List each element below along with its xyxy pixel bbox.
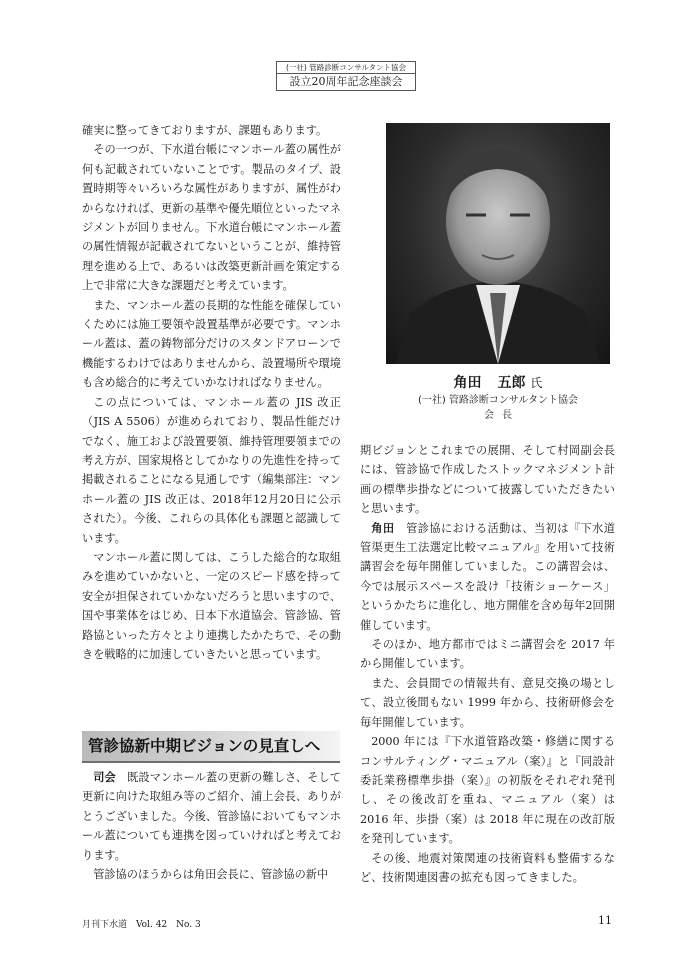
- right-column-text: [360, 441, 615, 887]
- speaker-label: 角田: [371, 521, 395, 535]
- paragraph: 確実に整ってきておりますが、課題もあります。: [82, 124, 328, 137]
- paragraph: その一つが、下水道台帳にマンホール蓋の属性が何も記載されていないことです。製品のタイプ、設置時期等々いろいろな属性がありますが、属性がわからなければ、更新の基準や優先順位といったマネジメントが回りません。下水道台帳にマンホール蓋の属性情報が記載されてないということが、維持管理を進める上で、あるいは改築更新計画を策定する上で非常に大きな課題だと考えています。: [82, 143, 341, 293]
- paragraph-text: 既設マンホール蓋の更新の難しさ、そして更新に向けた取組み等のご紹介、浦上会長、ありがとうございました。今後、管診協においてもマンホール蓋についても連携を図っていければと考えております。: [82, 771, 341, 862]
- journal-footer: 月刊下水道 Vol. 42 No. 3: [82, 920, 201, 930]
- paragraph: また、マンホール蓋の長期的な性能を確保していくためには施工要領や設置基準が必要です。マンホール蓋は、蓋の鋳物部分だけのスタンドアローンで機能するわけではありませんから、設置場所や環境も含め総合的に考えていかなければなりません。: [82, 298, 341, 390]
- left-column-bottom-text: [82, 768, 341, 884]
- paragraph: [82, 768, 341, 865]
- paragraph: その後、地震対策関連の技術資料も整備するなど、技術関連図書の拡充も図ってきました。: [360, 851, 615, 884]
- page-header: [276, 61, 416, 91]
- honorific: 氏: [530, 376, 543, 390]
- portrait-role: 会長: [484, 410, 520, 421]
- portrait-illustration: [386, 123, 610, 364]
- header-title: 設立20周年記念座談会: [289, 75, 403, 88]
- section-heading: 管診協新中期ビジョンの見直しへ: [82, 731, 340, 763]
- paragraph: 期ビジョンとこれまでの展開、そして村岡副会長には、管診協で作成したストックマネジメント計画の標準歩掛などについて披露していただきたいと思います。: [360, 444, 615, 516]
- paragraph: [360, 519, 615, 635]
- portrait-org: (一社) 管路診断コンサルタント協会: [417, 395, 579, 406]
- surname: 角田: [453, 375, 482, 391]
- speaker-label: 司会: [93, 771, 116, 784]
- paragraph: この点については、マンホール蓋の JIS 改正（JIS A 5506）が進められており、製品性能だけでなく、施工および設置要領、維持管理要領までの考え方が、国家規格としてかなりの先進性を持って掲載されることになる見通しです（編集部注：マンホール蓋の JIS 改正は、2018年12月20日に公示された）。今後、これらの具体化も課題と認識しています。: [82, 395, 341, 545]
- paragraph: マンホール蓋に関しては、こうした総合的な取組みを進めていかないと、一定のスピード感を持って安全が担保されていかないだろうと思いますので、国や事業体をはじめ、日本下水道協会、管診協、管路協といった方々とより連携したかたちで、その動きを戦略的に加速していきたいと思っています。: [82, 550, 341, 661]
- paragraph: そのほか、地方都市ではミニ講習会を 2017 年から開催しています。: [360, 638, 615, 671]
- paragraph: 管診協のほうからは角田会長に、管診協の新中: [93, 868, 329, 882]
- paragraph: また、会員間での情報共有、意見交換の場として、設立後間もない 1999 年から、技術研修会を毎年開催しています。: [360, 676, 615, 729]
- page-number: 11: [598, 914, 612, 927]
- portrait-photo: [386, 123, 610, 364]
- header-org: (一社) 管路診断コンサルタント協会: [277, 62, 415, 74]
- left-column-text: [82, 121, 341, 664]
- paragraph: 2000 年には『下水道管路改築・修繕に関するコンサルティング・マニュアル（案）』と『同設計委託業務標準歩掛（案）』の初版をそれぞれ発刊し、その後改訂を重ね、マニュアル（案）は 2016 年、歩掛（案）は 2018 年に現在の改訂版を発刊しています。: [360, 735, 615, 846]
- paragraph-text: 管診協における活動は、当初は『下水道管渠更生工法選定比較マニュアル』を用いて技術講習会を毎年開催していました。この講習会は、今では展示スペースを設け「技術ショーケース」というかたちに進化し、地方開催を含め毎年2回開催しています。: [360, 521, 615, 632]
- given-name: 五郎: [497, 375, 526, 391]
- portrait-name: [386, 372, 610, 392]
